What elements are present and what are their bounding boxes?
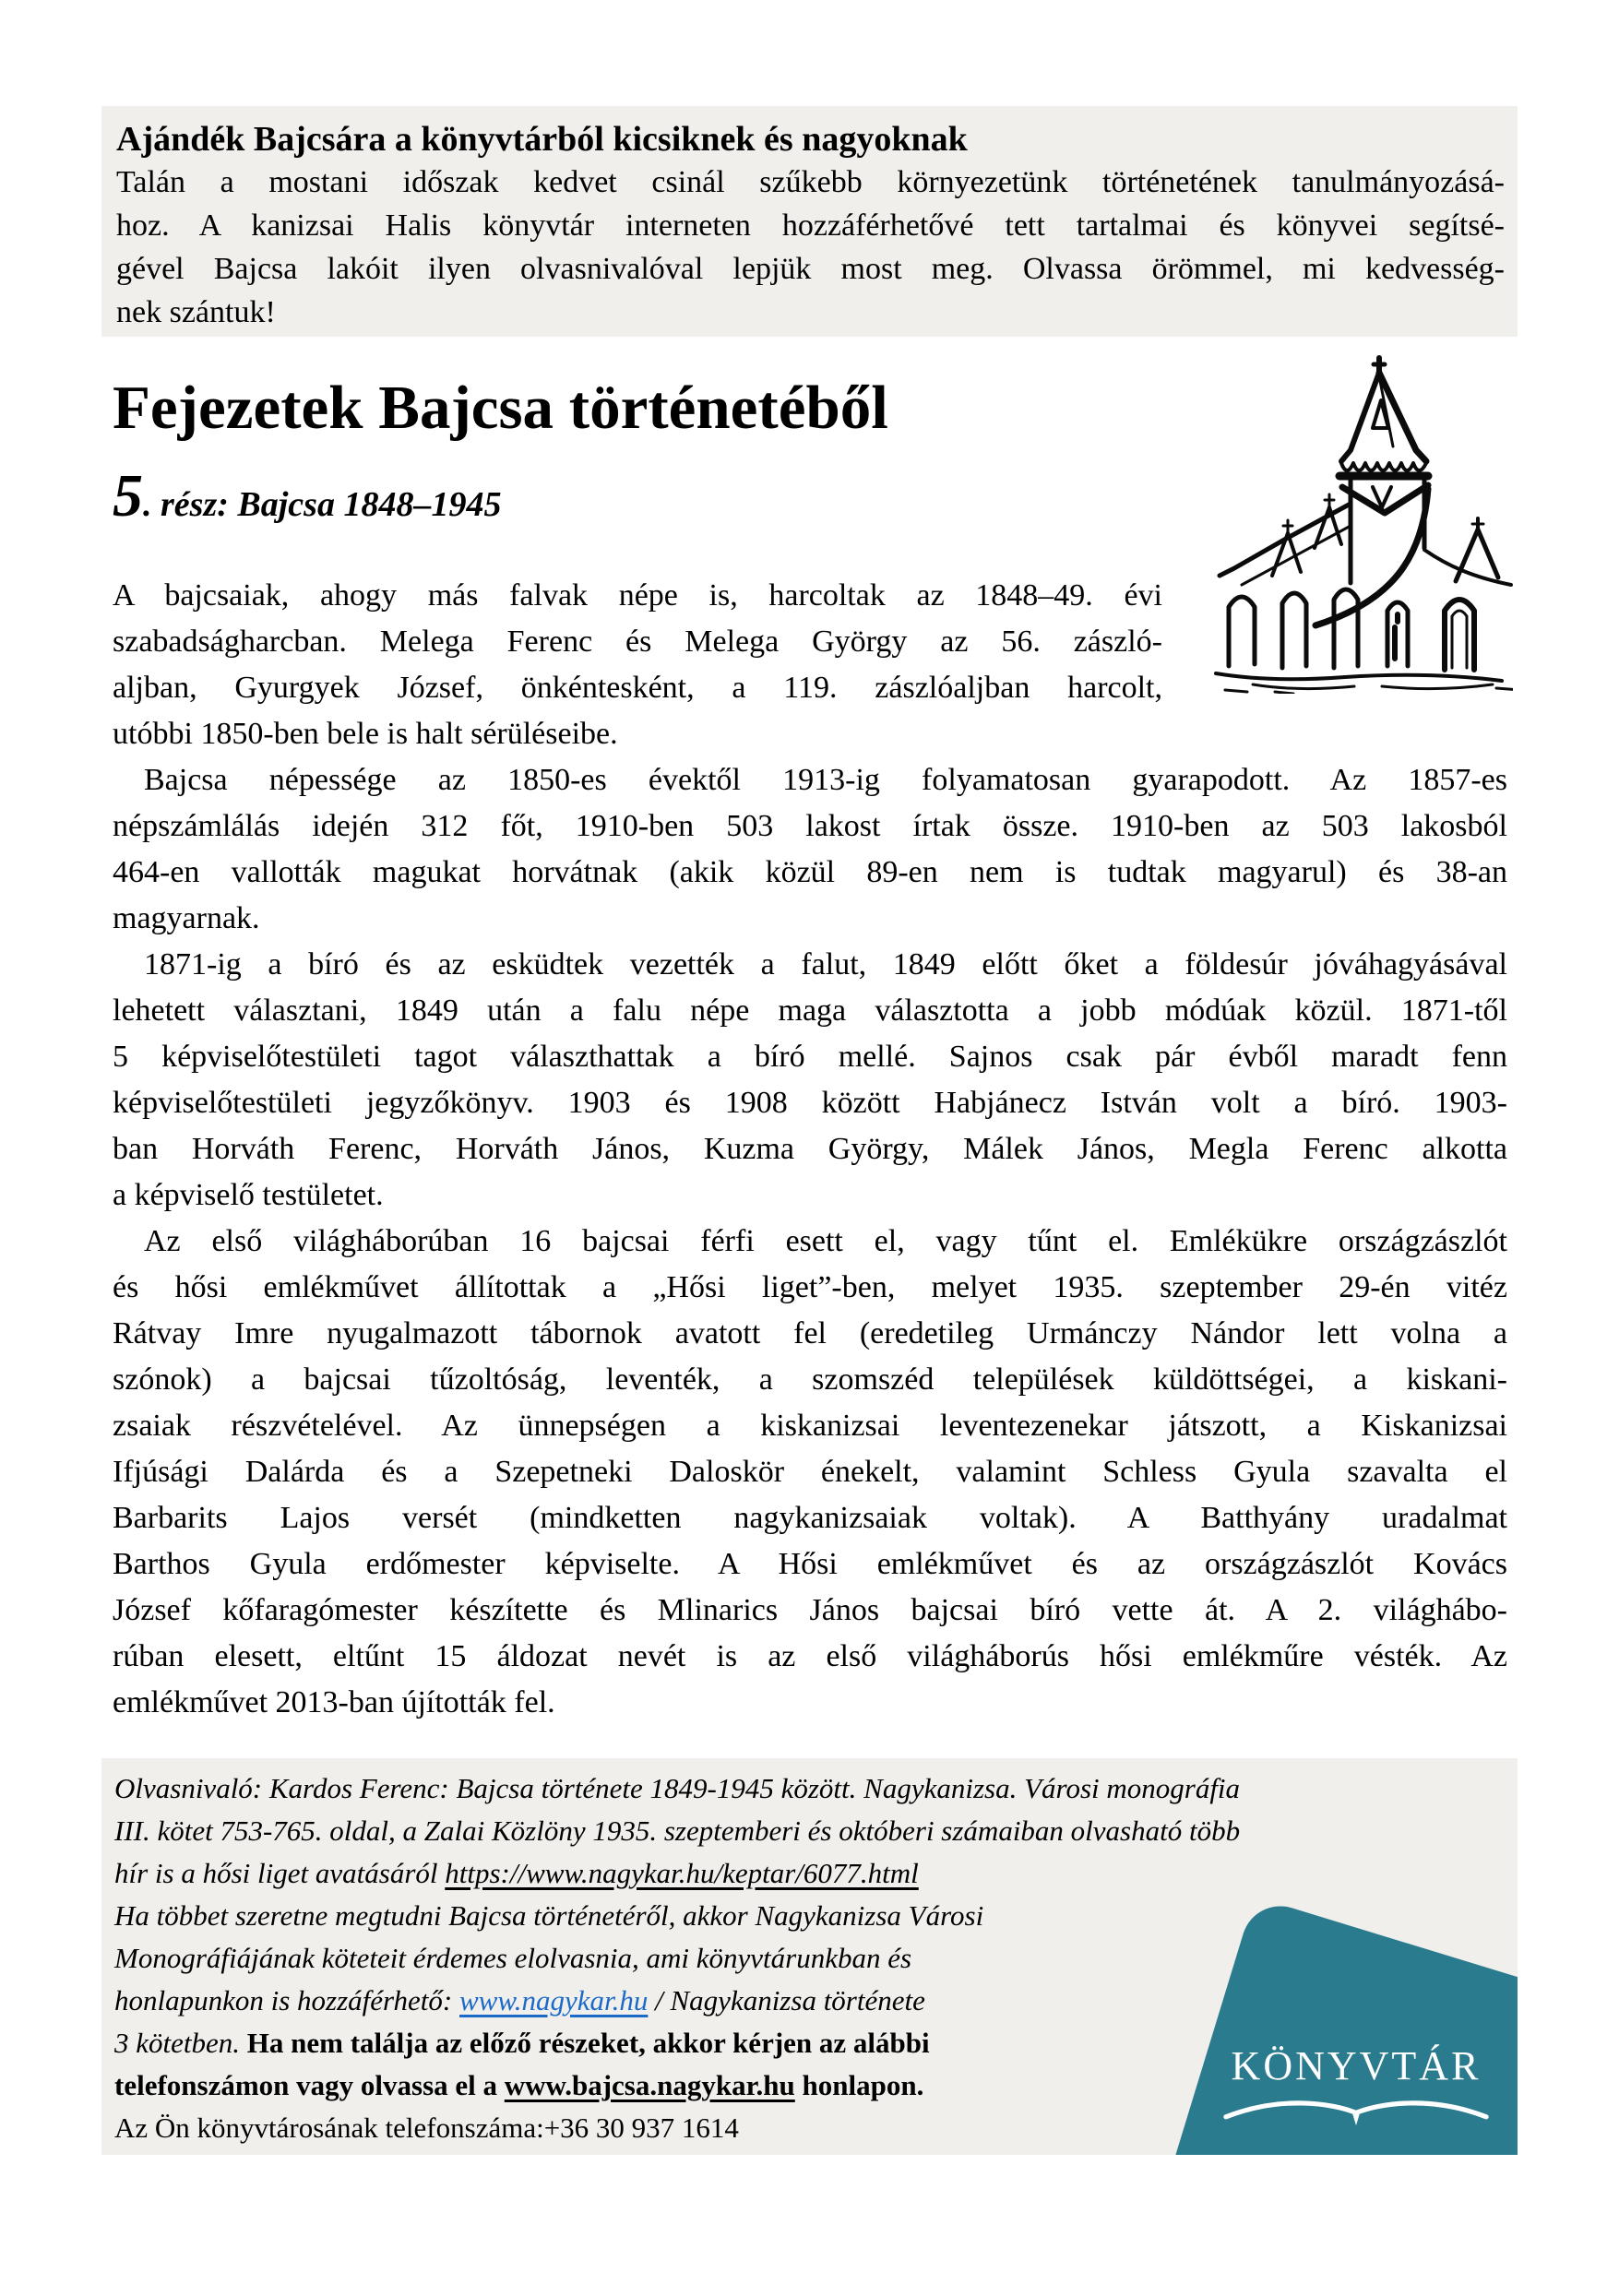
- footer-text-segment: honlapunkon is hozzáférhető:: [114, 1984, 459, 2016]
- body-paragraph-1-line: aljban, Gyurgyek József, önkéntesként, a 119. zászlóaljban harcolt,: [113, 671, 1162, 705]
- body-paragraph-4-line: József kőfaragómester készítette és Mlinarics János bajcsai bíró vette át. A 2. világhábo-: [113, 1593, 1507, 1627]
- body-paragraph-1-line: A bajcsaiak, ahogy más falvak népe is, harcoltak az 1848–49. évi: [113, 578, 1162, 613]
- body-paragraph-2-line: népszámlálás idején 312 főt, 1910-ben 503 lakost írtak össze. 1910-ben az 503 lakosból: [113, 809, 1507, 843]
- body-paragraph-4-line: Barthos Gyula erdőmester képviselte. A Hősi emlékművet és az országzászlót Kovács: [113, 1547, 1507, 1581]
- body-paragraph-4-line: szónok) a bajcsai tűzoltóság, leventék, a szomszéd települések küldöttségei, a kiskani-: [113, 1362, 1507, 1397]
- body-paragraph-2-line: Bajcsa népessége az 1850-es évektől 1913-ig folyamatosan gyarapodott. Az 1857-es: [144, 763, 1507, 797]
- bajcsa-nagykar-link[interactable]: www.bajcsa.nagykar.hu: [504, 2069, 795, 2101]
- body-paragraph-3-line: 5 képviselőtestületi tagot választhattak a bíró mellé. Sajnos csak pár évből maradt fenn: [113, 1040, 1507, 1074]
- footer-line: [114, 1852, 1518, 1895]
- body-paragraph-4-line: emlékművet 2013-ban újították fel.: [113, 1685, 555, 1719]
- body-paragraph-4-line: Barbarits Lajos versét (mindketten nagykanizsaiak voltak). A Batthyány uradalmat: [113, 1501, 1507, 1535]
- footer-text-segment: honlapon.: [794, 2069, 924, 2101]
- body-paragraph-1-line: szabadságharcban. Melega Ferenc és Melega György az 56. zászló-: [113, 625, 1162, 659]
- body-paragraph-4-line: Rátvay Imre nyugalmazott tábornok avatott fel (eredetileg Urmánczy Nándor lett volna a: [113, 1316, 1507, 1350]
- body-paragraph-4-line: Ifjúsági Dalárda és a Szepetneki Daloskör énekelt, valamint Schless Gyula szavalta el: [113, 1455, 1507, 1489]
- footer-text-segment: III. kötet 753-765. oldal, a Zalai Közlöny 1935. szeptemberi és októberi számaiban olvasható több: [114, 1814, 1241, 1847]
- footer-text-lines: [101, 1758, 1518, 2149]
- footer-text-segment: telefonszámon vagy olvassa el a: [114, 2069, 505, 2101]
- header-intro-lines: [116, 161, 1505, 334]
- article-body: [113, 573, 1507, 1726]
- header-intro-line: hoz. A kanizsai Halis könyvtár interneten hozzáférhetővé tett tartalmai és könyvei segítsé-: [116, 208, 1505, 243]
- footer-reading-box: [101, 1758, 1518, 2155]
- footer-line: [114, 1980, 1129, 2022]
- body-paragraph-3-line: lehetett választani, 1849 után a falu népe maga választotta a jobb módúak közül. 1871-től: [113, 993, 1507, 1028]
- footer-text-segment: Ha nem találja az előző részeket, akkor kérjen az alábbi: [246, 2027, 930, 2059]
- subtitle-part-number: 5: [113, 462, 143, 529]
- body-paragraph-3-line: ban Horváth Ferenc, Horváth János, Kuzma György, Málek János, Megla Ferenc alkotta: [113, 1132, 1507, 1166]
- body-paragraph-3-line: képviselőtestületi jegyzőkönyv. 1903 és 1908 között Habjánecz István volt a bíró. 1903-: [113, 1086, 1507, 1120]
- footer-line: [114, 1895, 1129, 1937]
- footer-line: [114, 1937, 1129, 1980]
- library-logo-label: KÖNYVTÁR: [1231, 2043, 1482, 2088]
- footer-text-segment: 3 kötetben.: [114, 2027, 247, 2059]
- header-intro-box: [101, 106, 1518, 337]
- article-title: Fejezetek Bajcsa történetéből: [113, 374, 888, 442]
- article-subtitle: [113, 459, 501, 533]
- footer-text-segment: Az Ön könyvtárosának telefonszáma:+36 30 937 1614: [114, 2112, 739, 2144]
- nagykar-keptar-link[interactable]: https://www.nagykar.hu/keptar/6077.html: [445, 1857, 919, 1889]
- header-intro-title: Ajándék Bajcsára a könyvtárból kicsiknek és nagyoknak: [116, 120, 968, 159]
- footer-text-segment: hír is a hősi liget avatásáról: [114, 1857, 446, 1889]
- header-intro-line: nek szántuk!: [116, 295, 276, 329]
- footer-text-segment: / Nagykanizsa története: [648, 1984, 925, 2016]
- body-paragraph-4-line: zsaiak részvételével. Az ünnepségen a kiskanizsai leventezenekar játszott, a Kiskanizsai: [113, 1409, 1507, 1443]
- body-paragraph-4-line: rúban elesett, eltűnt 15 áldozat nevét is az első világháborús hősi emlékműre vésték. Az: [113, 1639, 1507, 1673]
- body-paragraph-2-line: 464-en vallották magukat horvátnak (akik közül 89-en nem is tudtak magyarul) és 38-an: [113, 855, 1507, 889]
- footer-text-segment: Ha többet szeretne megtudni Bajcsa történetéről, akkor Nagykanizsa Városi: [114, 1899, 984, 1932]
- footer-line: [114, 2022, 1129, 2064]
- footer-line: [114, 1767, 1518, 1810]
- body-paragraph-4-line: és hősi emlékművet állítottak a „Hősi liget”-ben, melyet 1935. szeptember 29-én vitéz: [113, 1270, 1507, 1304]
- header-intro-line: gével Bajcsa lakóit ilyen olvasnivalóval lepjük most meg. Olvassa örömmel, mi kedvesség-: [116, 252, 1505, 286]
- body-paragraph-2-line: magyarnak.: [113, 901, 260, 935]
- body-paragraph-3-line: 1871-ig a bíró és az esküdtek vezették a falut, 1849 előtt őket a földesúr jóváhagyásával: [144, 947, 1507, 981]
- footer-text-segment: Olvasnivaló: Kardos Ferenc: Bajcsa története 1849-1945 között. Nagykanizsa. Városi monográfia: [114, 1772, 1241, 1804]
- body-paragraph-4-line: Az első világháborúban 16 bajcsai férfi esett el, vagy tűnt el. Emlékükre országzászlót: [144, 1224, 1507, 1258]
- footer-line: [114, 2064, 1129, 2107]
- nagykar-link[interactable]: www.nagykar.hu: [459, 1984, 649, 2016]
- body-paragraph-1-line: utóbbi 1850-ben bele is halt sérüléseibe.: [113, 717, 618, 751]
- subtitle-part-text: . rész: Bajcsa 1848–1945: [143, 485, 502, 524]
- footer-text-segment: Monográfiájának köteteit érdemes elolvasnia, ami könyvtárunkban és: [114, 1942, 912, 1974]
- footer-line: [114, 1810, 1518, 1852]
- body-paragraph-3-line: a képviselő testületet.: [113, 1178, 384, 1212]
- header-intro-line: Talán a mostani időszak kedvet csinál szűkebb környezetünk történetének tanulmányozásá-: [116, 165, 1505, 199]
- footer-line: [114, 2107, 1129, 2149]
